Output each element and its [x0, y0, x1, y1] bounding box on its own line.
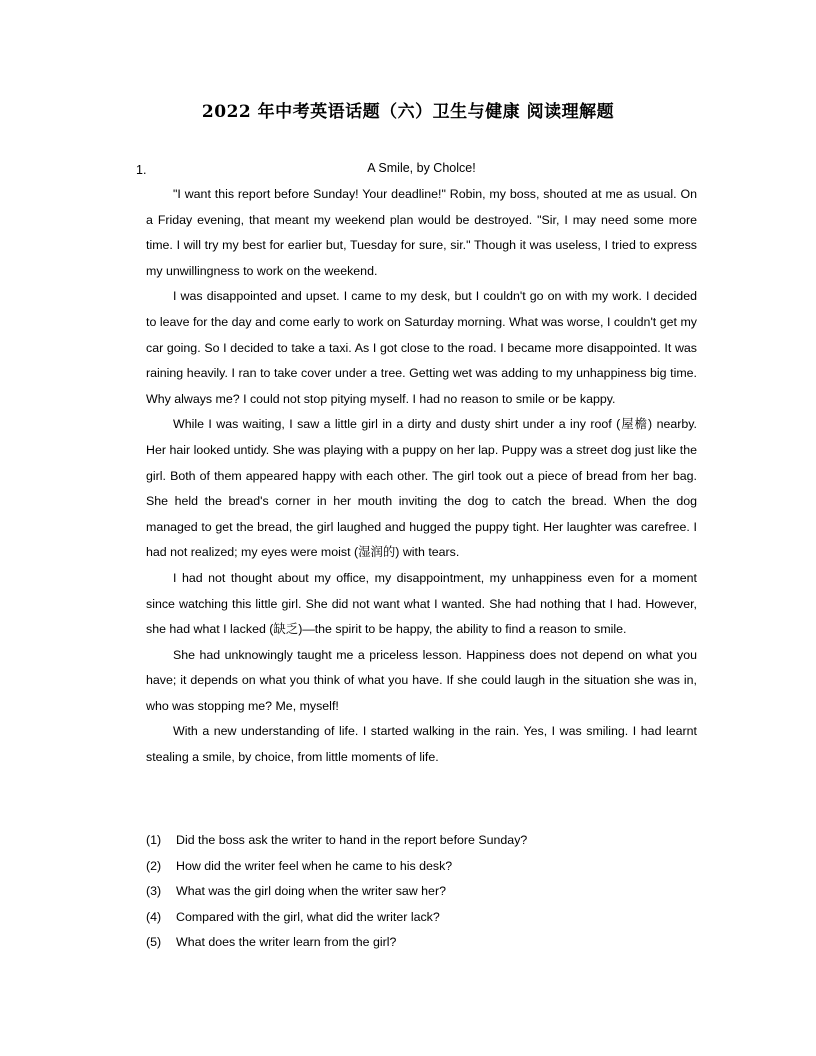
question-item-number: (5) — [146, 935, 162, 950]
question-item — [146, 879, 697, 905]
question-list — [146, 828, 697, 956]
question-item — [146, 828, 697, 854]
question-item — [146, 854, 697, 880]
question-number: 1. — [136, 163, 147, 177]
question-item — [146, 905, 697, 931]
question-item-text: What does the writer learn from the girl? — [176, 935, 397, 950]
paragraph: While I was waiting, I saw a little girl in a dirty and dusty shirt under a iny roof (屋檐) nearby. Her hair looked untidy. She was playing with a puppy on her lap. Puppy was a street dog just like the girl. Both of them appeared happy with each other. The girl took out a piece of bread from her bag. She held the bread's corner in her mouth inviting the dog to catch the bread. When the dog managed to get the bread, the girl laughed and hugged the puppy tight. Her laughter was carefree. I had not realized; my eyes were moist (湿润的) with tears. — [146, 417, 697, 560]
paragraph: "I want this report before Sunday! Your deadline!" Robin, my boss, shouted at me as usual. On a Friday evening, that meant my weekend plan would be destroyed. "Sir, I may need some more time. I will try my best for earlier but, Tuesday for sure, sir." Though it was useless, I tried to express my unwillingness to work on the weekend. — [146, 187, 697, 278]
question-item-number: (1) — [146, 833, 162, 847]
paragraph: I was disappointed and upset. I came to my desk, but I couldn't go on with my work. I decided to leave for the day and come early to work on Saturday morning. What was worse, I couldn't get my car going. So I decided to take a taxi. As I got close to the road. I became more disappointed. It was raining heavily. I ran to take cover under a tree. Getting wet was adding to my unhappiness big time. Why always me? I could not stop pitying myself. I had no reason to smile or be kappy. — [146, 289, 697, 406]
question-item-text: What was the girl doing when the writer saw her? — [176, 884, 446, 899]
question-item — [146, 930, 697, 956]
question-item-text: Did the boss ask the writer to hand in the report before Sunday? — [176, 833, 528, 847]
page-title: 2022 年中考英语话题（六）卫生与健康 阅读理解题 — [201, 102, 615, 122]
question-item-number: (4) — [146, 909, 162, 924]
paragraph: I had not thought about my office, my disappointment, my unhappiness even for a moment since watching this little girl. She did not want what I wanted. She had nothing that I had. However, she had what I lacked (缺乏)—the spirit to be happy, the ability to find a reason to smile. — [146, 570, 697, 637]
passage-body — [146, 182, 697, 771]
question-item-text: Compared with the girl, what did the writer lack? — [176, 909, 440, 924]
paragraph: With a new understanding of life. I started walking in the rain. Yes, I was smiling. I had learnt stealing a smile, by choice, from little moments of life. — [146, 724, 697, 765]
question-item-number: (3) — [146, 884, 162, 899]
passage-title: A Smile, by Cholce! — [367, 161, 476, 175]
paragraph: She had unknowingly taught me a priceless lesson. Happiness does not depend on what you have; it depends on what you think of what you have. If she could laugh in the situation she was in, who was stopping me? Me, myself! — [146, 647, 697, 713]
question-item-number: (2) — [146, 858, 162, 873]
question-item-text: How did the writer feel when he came to his desk? — [176, 858, 453, 873]
